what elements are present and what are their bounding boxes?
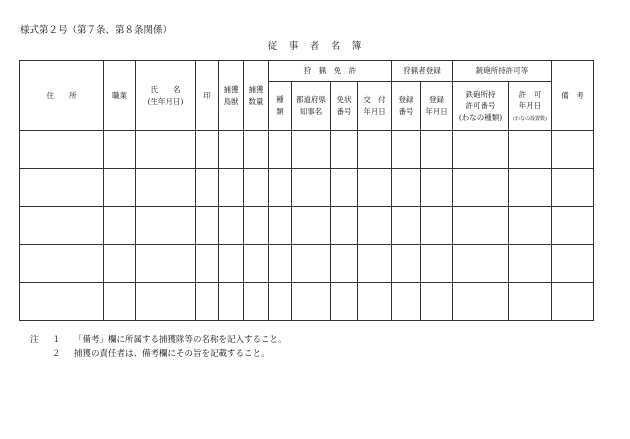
entry-cell[interactable] xyxy=(196,283,219,321)
permit-date-label: 許 可 年月日 xyxy=(518,89,542,111)
col-firearm-permit-number: 鉄砲所持 許可番号 (わなの種類) xyxy=(453,82,509,131)
entry-cell[interactable] xyxy=(20,207,104,245)
entry-cell[interactable] xyxy=(358,283,392,321)
entry-cell[interactable] xyxy=(269,131,292,169)
entry-cell[interactable] xyxy=(453,245,509,283)
entry-cell[interactable] xyxy=(358,207,392,245)
entry-cell[interactable] xyxy=(421,283,453,321)
col-occupation: 職業 xyxy=(104,61,136,131)
entry-cell[interactable] xyxy=(392,169,421,207)
entry-cell[interactable] xyxy=(244,131,269,169)
group-firearm-permit: 銃砲所持許可等 xyxy=(453,61,552,82)
entry-cell[interactable] xyxy=(509,169,552,207)
entry-cell[interactable] xyxy=(392,245,421,283)
entry-cell[interactable] xyxy=(292,131,331,169)
note-2 xyxy=(30,347,287,361)
entry-cell[interactable] xyxy=(104,245,136,283)
entry-cell[interactable] xyxy=(104,131,136,169)
note-1 xyxy=(30,333,287,347)
entry-cell[interactable] xyxy=(292,207,331,245)
entry-cell[interactable] xyxy=(453,169,509,207)
entry-cell[interactable] xyxy=(331,283,358,321)
entry-cell[interactable] xyxy=(269,169,292,207)
entry-cell[interactable] xyxy=(509,131,552,169)
entry-cell[interactable] xyxy=(196,131,219,169)
table-row xyxy=(20,207,594,245)
group-hunter-registration: 狩猟者登録 xyxy=(392,61,453,82)
col-issue-date: 交 付 年月日 xyxy=(358,82,392,131)
entry-cell[interactable] xyxy=(421,169,453,207)
entry-cell[interactable] xyxy=(421,131,453,169)
col-seal: 印 xyxy=(196,61,219,131)
worker-roster-table xyxy=(19,60,594,321)
entry-cell[interactable] xyxy=(104,283,136,321)
roster-body xyxy=(20,131,594,321)
entry-cell[interactable] xyxy=(552,131,594,169)
entry-cell[interactable] xyxy=(552,207,594,245)
form-label: 様式第２号（第７条、第８条関係） xyxy=(20,25,173,36)
entry-cell[interactable] xyxy=(292,245,331,283)
note-text: 「備考」欄に所属する捕獲隊等の名称を記入すること。 xyxy=(74,335,287,345)
entry-cell[interactable] xyxy=(136,169,196,207)
entry-cell[interactable] xyxy=(292,283,331,321)
entry-cell[interactable] xyxy=(219,207,244,245)
permit-date-sub-label: (わなの設置数) xyxy=(513,115,547,122)
entry-cell[interactable] xyxy=(552,245,594,283)
entry-cell[interactable] xyxy=(136,131,196,169)
entry-cell[interactable] xyxy=(244,169,269,207)
note-number: １ xyxy=(52,335,61,345)
page-title: 従 事 者 名 簿 xyxy=(267,41,363,52)
entry-cell[interactable] xyxy=(552,169,594,207)
col-address: 住 所 xyxy=(20,61,104,131)
entry-cell[interactable] xyxy=(509,245,552,283)
entry-cell[interactable] xyxy=(20,169,104,207)
entry-cell[interactable] xyxy=(453,283,509,321)
col-license-type: 種 類 xyxy=(269,82,292,131)
entry-cell[interactable] xyxy=(552,283,594,321)
entry-cell[interactable] xyxy=(20,283,104,321)
col-remarks: 備 考 xyxy=(552,61,594,131)
entry-cell[interactable] xyxy=(196,169,219,207)
entry-cell[interactable] xyxy=(509,283,552,321)
col-quantity: 捕獲 数量 xyxy=(244,61,269,131)
entry-cell[interactable] xyxy=(219,169,244,207)
entry-cell[interactable] xyxy=(509,207,552,245)
entry-cell[interactable] xyxy=(20,131,104,169)
col-governor: 都道府県 知事名 xyxy=(292,82,331,131)
entry-cell[interactable] xyxy=(269,245,292,283)
entry-cell[interactable] xyxy=(136,283,196,321)
entry-cell[interactable] xyxy=(104,169,136,207)
entry-cell[interactable] xyxy=(392,131,421,169)
entry-cell[interactable] xyxy=(219,245,244,283)
group-hunting-license: 狩 猟 免 許 xyxy=(269,61,392,82)
entry-cell[interactable] xyxy=(196,207,219,245)
notes-lead: 注 xyxy=(30,335,39,345)
entry-cell[interactable] xyxy=(136,207,196,245)
col-license-number: 免状 番号 xyxy=(331,82,358,131)
entry-cell[interactable] xyxy=(453,131,509,169)
entry-cell[interactable] xyxy=(20,245,104,283)
notes xyxy=(30,333,287,361)
note-text: 捕獲の責任者は、備考欄にその旨を記載すること。 xyxy=(74,349,270,359)
col-name-birthdate: 氏 名 (生年月日) xyxy=(136,61,196,131)
col-registration-date: 登録 年月日 xyxy=(421,82,453,131)
entry-cell[interactable] xyxy=(244,283,269,321)
entry-cell[interactable] xyxy=(421,207,453,245)
entry-cell[interactable] xyxy=(244,245,269,283)
entry-cell[interactable] xyxy=(136,245,196,283)
entry-cell[interactable] xyxy=(104,207,136,245)
entry-cell[interactable] xyxy=(421,245,453,283)
entry-cell[interactable] xyxy=(244,207,269,245)
entry-cell[interactable] xyxy=(392,207,421,245)
entry-cell[interactable] xyxy=(358,131,392,169)
entry-cell[interactable] xyxy=(269,207,292,245)
entry-cell[interactable] xyxy=(292,169,331,207)
entry-cell[interactable] xyxy=(392,283,421,321)
entry-cell[interactable] xyxy=(196,245,219,283)
entry-cell[interactable] xyxy=(358,169,392,207)
entry-cell[interactable] xyxy=(358,245,392,283)
entry-cell[interactable] xyxy=(219,283,244,321)
table-row xyxy=(20,283,594,321)
col-registration-number: 登録 番号 xyxy=(392,82,421,131)
table-row xyxy=(20,245,594,283)
entry-cell[interactable] xyxy=(331,131,358,169)
table-row xyxy=(20,131,594,169)
entry-cell[interactable] xyxy=(331,169,358,207)
col-species: 捕獲 鳥獣 xyxy=(219,61,244,131)
entry-cell[interactable] xyxy=(453,207,509,245)
entry-cell[interactable] xyxy=(331,245,358,283)
note-number: ２ xyxy=(52,349,61,359)
table-row xyxy=(20,169,594,207)
entry-cell[interactable] xyxy=(269,283,292,321)
entry-cell[interactable] xyxy=(219,131,244,169)
col-permit-date xyxy=(509,82,552,131)
entry-cell[interactable] xyxy=(331,207,358,245)
